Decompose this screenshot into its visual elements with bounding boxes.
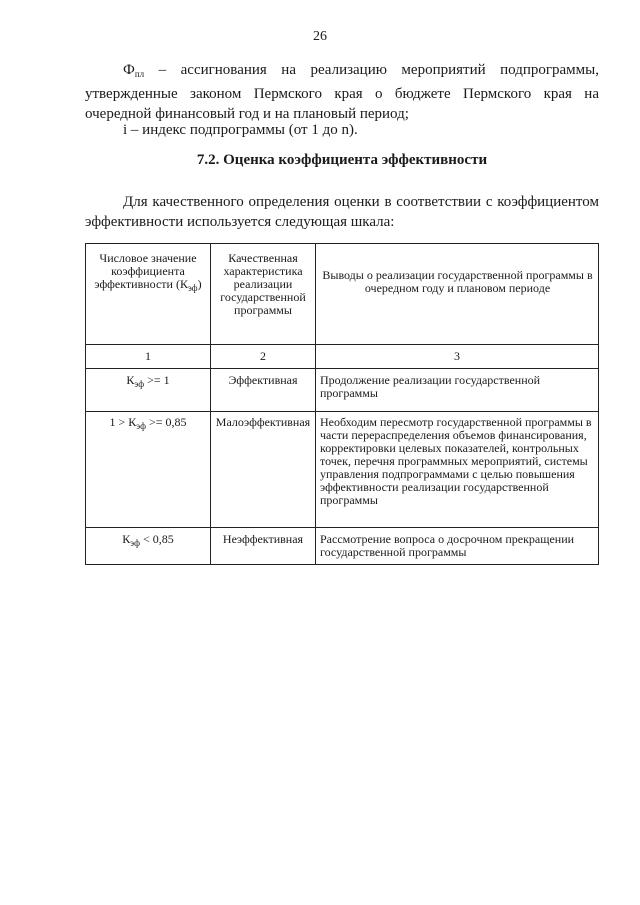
row-conclusion: Продолжение реализации государственной программы <box>316 369 599 412</box>
header-cell-coefficient: Числовое значение коэффициента эффективности $(К_{эф})$ <box>86 244 211 345</box>
row-rating: Малоэффективная <box>211 412 316 528</box>
page-number: 26 <box>313 29 327 44</box>
row-value: $1 > К_{эф} >= 0,85$ <box>86 412 211 528</box>
table-column-numbers-row <box>86 345 599 369</box>
row-rating: Эффективная <box>211 369 316 412</box>
row-conclusion: Рассмотрение вопроса о досрочном прекращении государственной программы <box>316 528 599 565</box>
symbol-subscript: пл <box>134 69 145 79</box>
paragraph-scale-intro: Для качественного определения оценки в соответствии с коэффициентом эффективности используется следующая шкала: <box>85 194 599 230</box>
table-row <box>86 528 599 565</box>
column-number: 3 <box>316 345 599 369</box>
paragraph-allocations <box>85 60 599 124</box>
row-conclusion: Необходим пересмотр государственной программы в части перераспределения объемов финансирования, корректировки целевых показателей, контрольных точек, перечня программных мероприятий, системы управления подпрограммами с целью повышения эффективности реализации государственной программы <box>316 412 599 528</box>
section-title: 7.2. Оценка коэффициента эффективности <box>196 152 488 168</box>
row-value: $К_{эф} < 0,85$ <box>86 528 211 565</box>
row-value: $К_{эф} >= 1$ <box>86 369 211 412</box>
column-number: 1 <box>86 345 211 369</box>
row-rating: Неэффективная <box>211 528 316 565</box>
header-cell-conclusion: Выводы о реализации государственной программы в очередном году и плановом периоде <box>316 244 599 345</box>
paragraph-index: i – индекс подпрограммы (от 1 до n). <box>123 122 358 138</box>
table-header-row <box>86 244 599 345</box>
table-row <box>86 369 599 412</box>
header-cell-rating: Качественная характеристика реализации государственной программы <box>211 244 316 345</box>
table-row <box>86 412 599 528</box>
symbol-f: Ф <box>123 62 135 78</box>
efficiency-scale-table <box>85 243 599 565</box>
column-number: 2 <box>211 345 316 369</box>
allocations-text: – ассигнования на реализацию мероприятий подпрограммы, утвержденные законом Пермского края о бюджете Пермского края на очередной финансовый год и на плановый период; <box>85 62 599 122</box>
